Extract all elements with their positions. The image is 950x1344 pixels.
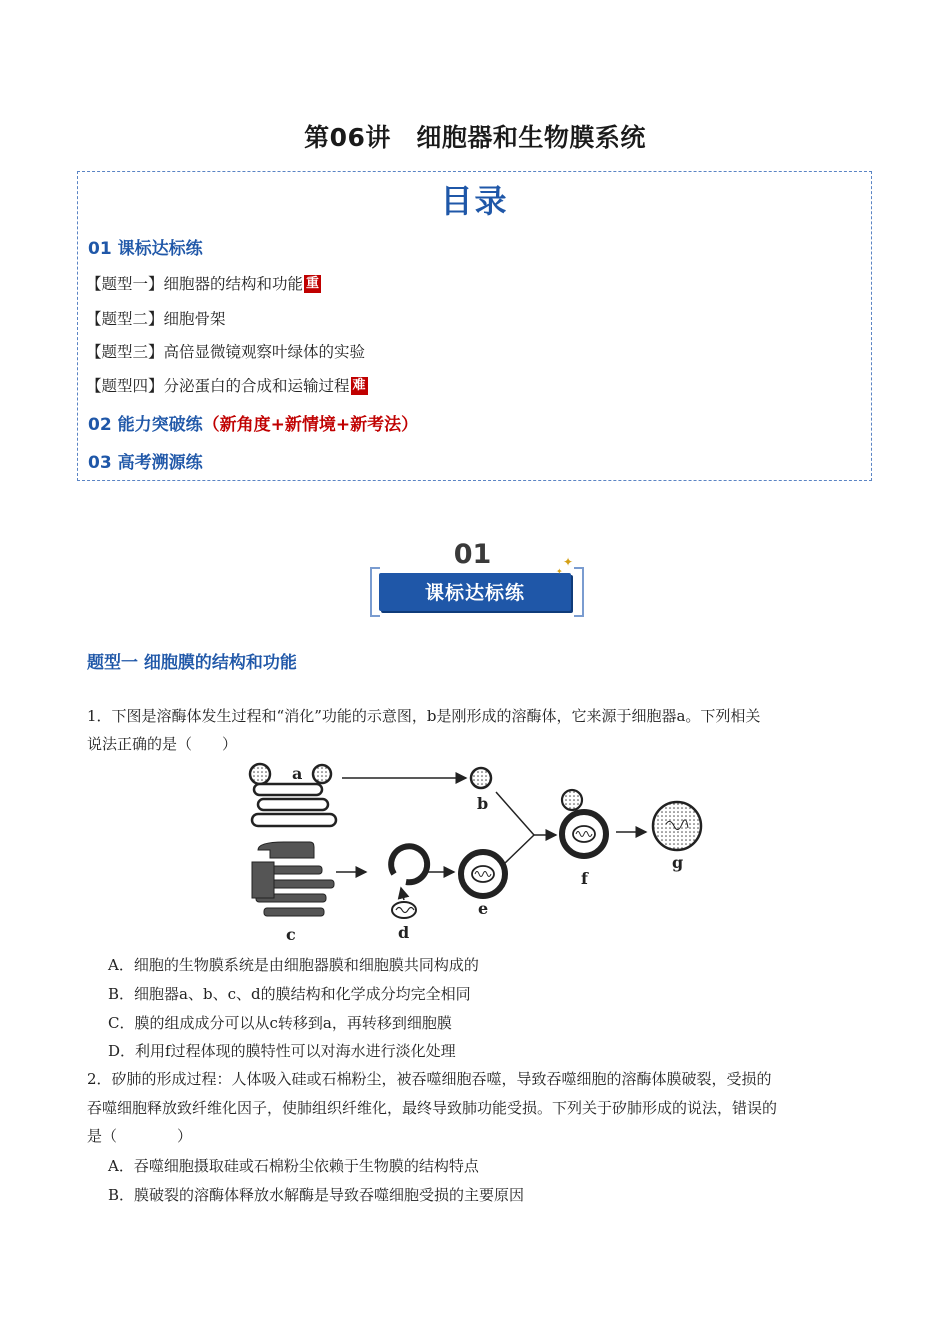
sparkle-icon: ✦ xyxy=(556,567,563,576)
difficult-tag: 难 xyxy=(352,378,366,393)
lysosome-b xyxy=(471,768,491,788)
toc-item-2[interactable]: 【题型二】细胞骨架 xyxy=(86,310,226,328)
phagophore-d xyxy=(391,846,427,918)
digestion-g xyxy=(653,802,701,850)
key-tag: 重 xyxy=(306,276,320,291)
lysosome-diagram xyxy=(244,762,714,948)
toc-item-4[interactable]: 【题型四】分泌蛋白的合成和运输过程 难 xyxy=(86,377,366,395)
q2-stem-line-2: 吞噬细胞释放致纤维化因子，使肺组织纤维化，最终导致肺功能受损。下列关于矽肺形成的说法，错误的 xyxy=(87,1099,778,1117)
q2-stem-line-3: 是（ ） xyxy=(87,1127,193,1145)
toc-section-3[interactable]: 03 高考溯源练 xyxy=(88,453,203,473)
q2-option-b[interactable]: B．膜破裂的溶酶体释放水解酶是导致吞噬细胞受损的主要原因 xyxy=(108,1186,525,1204)
q1-stem-line-1: 1．下图是溶酶体发生过程和“消化”功能的示意图，b是刚形成的溶酶体，它来源于细胞器a。下列相关 xyxy=(87,707,761,725)
toc-heading: 目录 xyxy=(440,182,509,220)
toc-item-1[interactable]: 【题型一】细胞器的结构和功能 重 xyxy=(86,275,320,293)
table-of-contents xyxy=(77,171,872,481)
label-d: d xyxy=(398,923,410,942)
label-f: f xyxy=(581,869,588,888)
section-banner xyxy=(370,537,582,619)
rough-er xyxy=(252,842,334,916)
banner-box xyxy=(379,573,571,611)
page-title: 第06讲 细胞器和生物膜系统 xyxy=(304,123,646,152)
q2-stem-line-1: 2．矽肺的形成过程：人体吸入硅或石棉粉尘，被吞噬细胞吞噬，导致吞噬细胞的溶酶体膜破裂，受损的 xyxy=(87,1070,772,1088)
q1-option-c[interactable]: C．膜的组成成分可以从c转移到a，再转移到细胞膜 xyxy=(108,1014,452,1032)
autophagosome-e xyxy=(461,852,505,896)
section-title: 题型一 细胞膜的结构和功能 xyxy=(87,653,297,673)
fusion-f xyxy=(562,790,606,856)
toc-section-2[interactable]: 02 能力突破练（新角度+新情境+新考法） xyxy=(88,415,419,435)
toc-section-1[interactable]: 01 课标达标练 xyxy=(88,239,203,259)
q1-option-b[interactable]: B．细胞器a、b、c、d的膜结构和化学成分均完全相同 xyxy=(108,985,471,1003)
toc-section-2-note: （新角度+新情境+新考法） xyxy=(202,415,419,435)
label-b: b xyxy=(477,794,489,813)
q1-option-a[interactable]: A．细胞的生物膜系统是由细胞器膜和细胞膜共同构成的 xyxy=(108,956,479,974)
q1-stem-line-2: 说法正确的是（ ） xyxy=(87,735,238,753)
banner-bracket-right xyxy=(574,567,584,617)
label-a: a xyxy=(292,764,303,783)
label-c: c xyxy=(286,925,296,944)
q1-option-d[interactable]: D．利用f过程体现的膜特性可以对海水进行淡化处理 xyxy=(108,1042,456,1060)
banner-label: 课标达标练 xyxy=(424,582,525,604)
sparkle-icon: ✦ xyxy=(563,555,574,569)
q2-option-a[interactable]: A．吞噬细胞摄取硅或石棉粉尘依赖于生物膜的结构特点 xyxy=(108,1157,479,1175)
label-e: e xyxy=(478,899,489,918)
banner-number: 01 xyxy=(453,539,492,570)
toc-item-3[interactable]: 【题型三】高倍显微镜观察叶绿体的实验 xyxy=(86,343,366,361)
label-g: g xyxy=(672,853,684,872)
